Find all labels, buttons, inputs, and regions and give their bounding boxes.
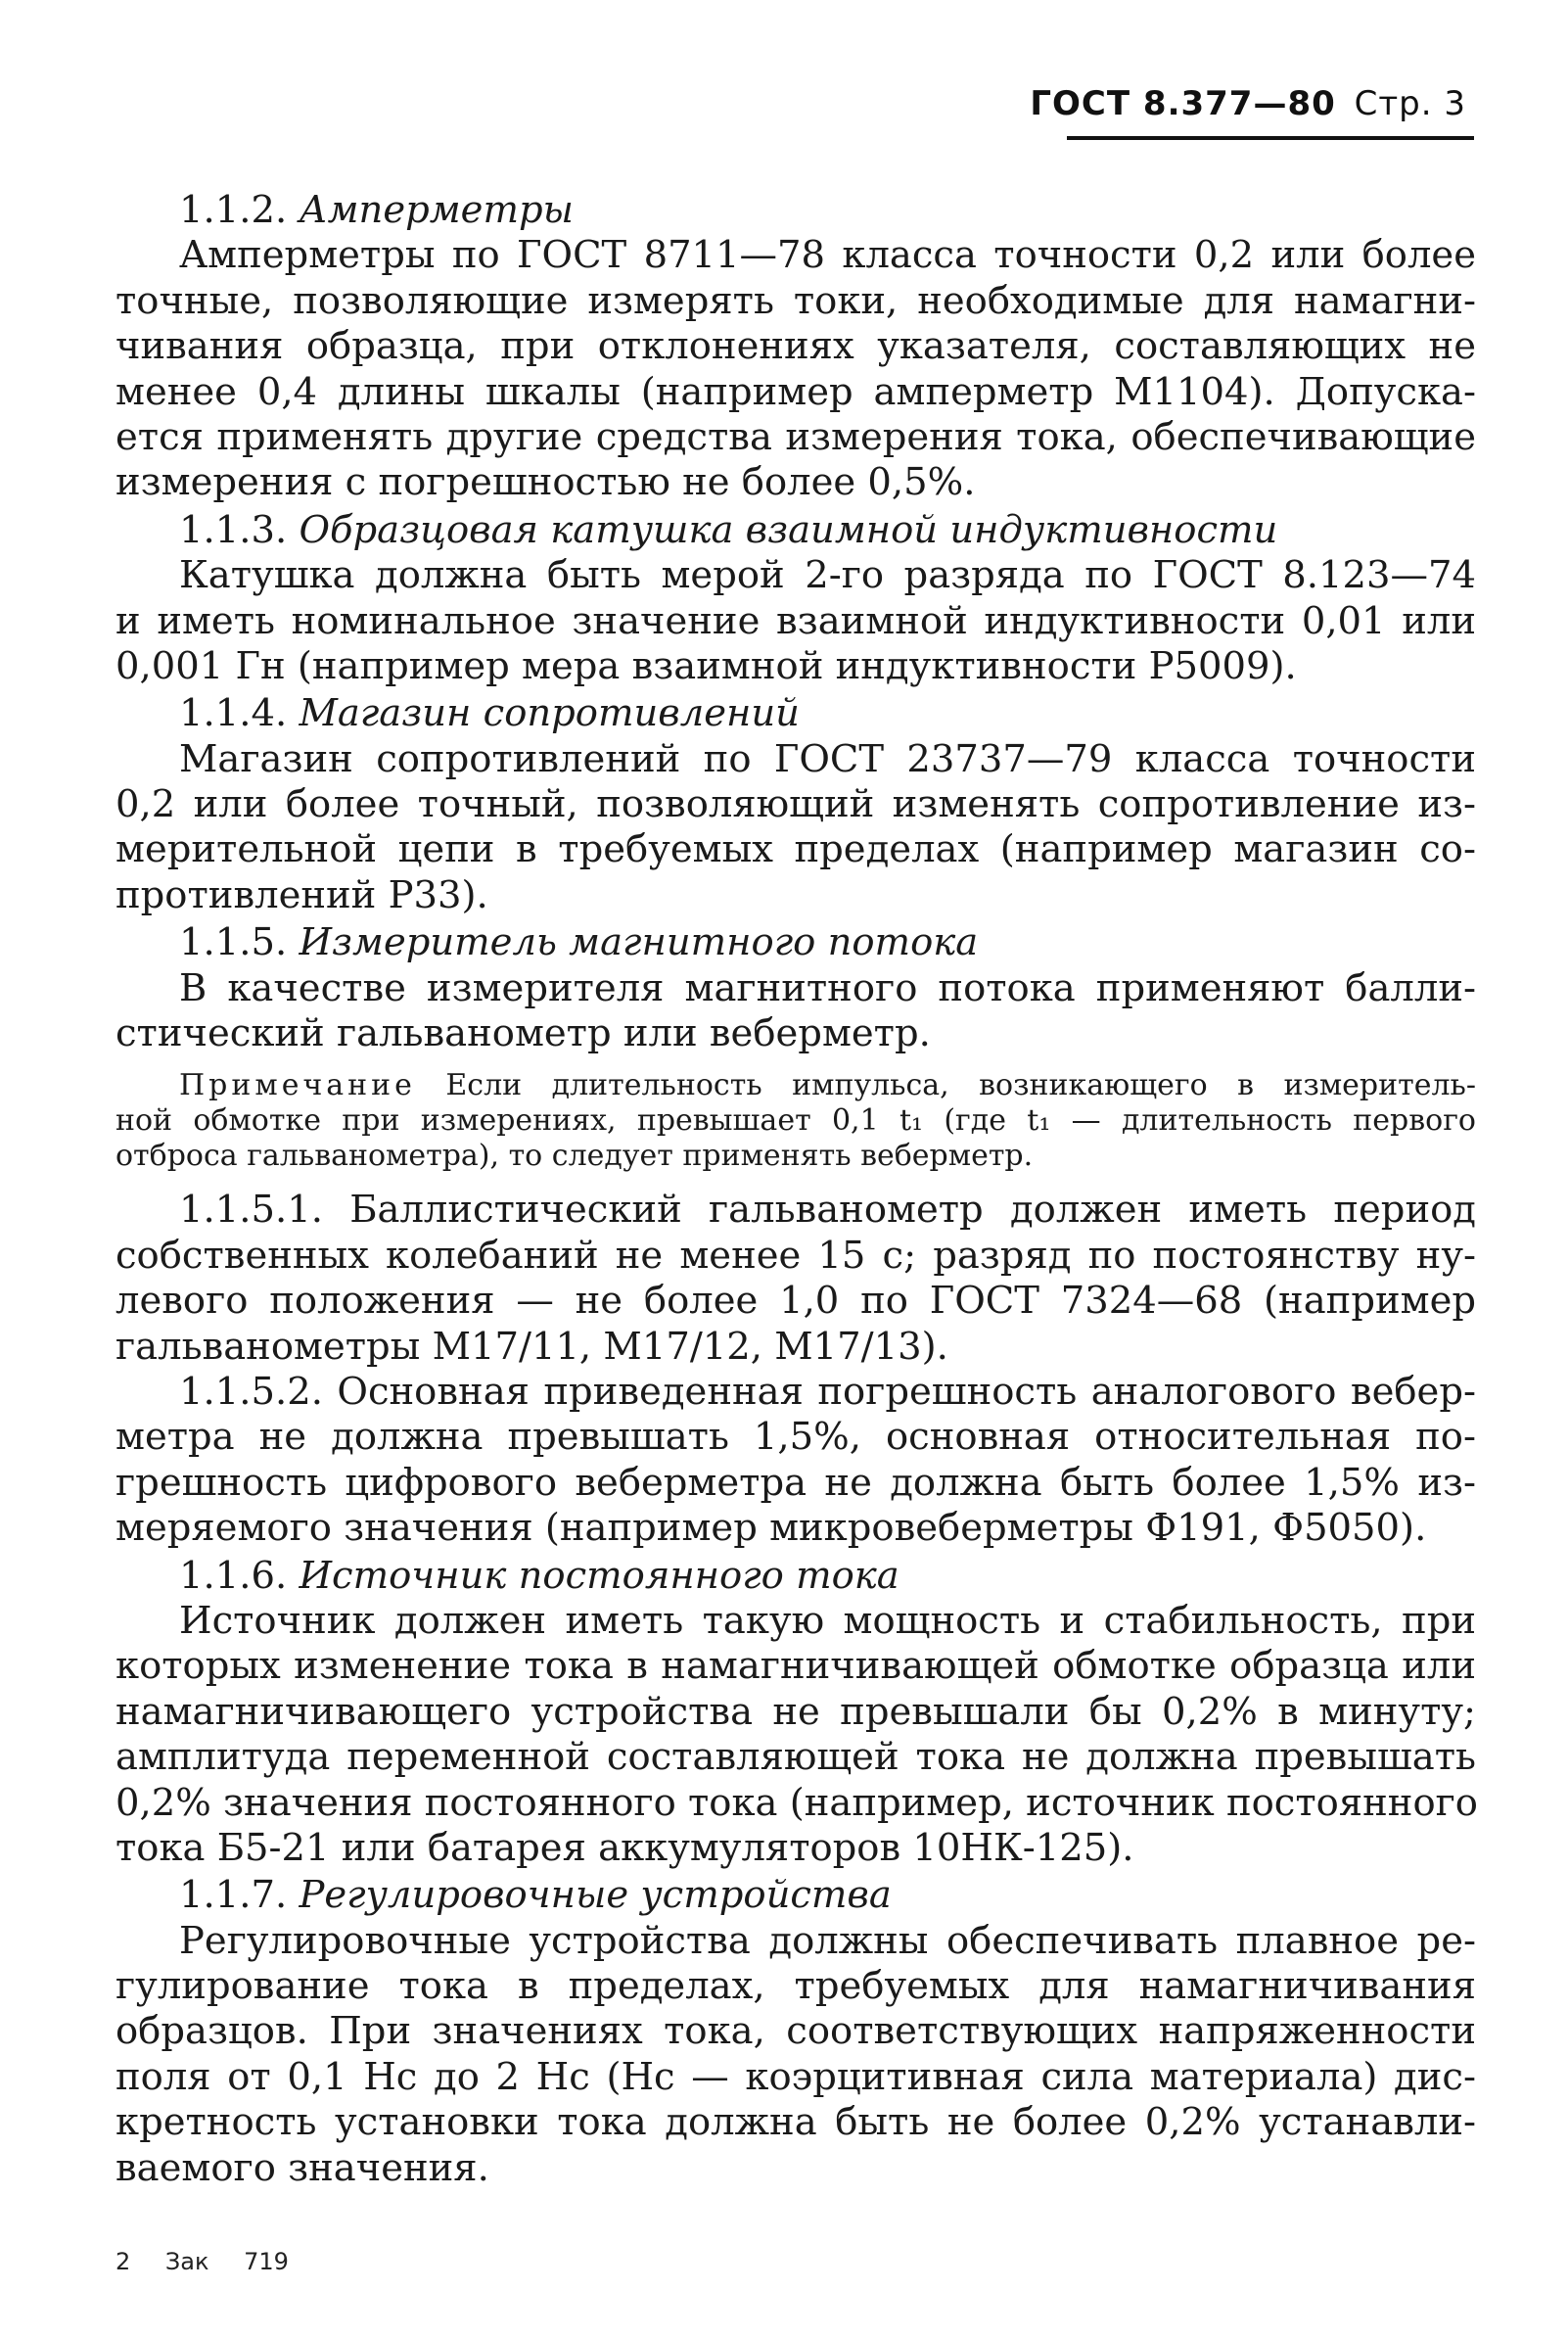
text-line: мерительной цепи в требуемых пределах (например магазин со- <box>115 827 1476 872</box>
section-heading: 1.1.4. Магазин сопротивлений <box>179 691 800 736</box>
text-line: собственных колебаний не менее 15 с; разряд по постоянству ну- <box>115 1233 1476 1278</box>
text-line: Регулировочные устройства должны обеспечивать плавное ре- <box>179 1918 1476 1963</box>
text-line: чивания образца, при отклонениях указателя, составляющих не <box>115 324 1476 369</box>
text-line: измерения с погрешностью не более 0,5%. <box>115 460 976 505</box>
note-label: Примечание <box>179 1068 416 1103</box>
text-line: грешность цифрового веберметра не должна быть более 1,5% из- <box>115 1460 1476 1505</box>
header-rule <box>1067 136 1474 140</box>
text-line: 1.1.5.2. Основная приведенная погрешность аналогового вебер- <box>179 1369 1476 1414</box>
text-line: 0,001 Гн (например мера взаимной индуктивности Р5009). <box>115 643 1297 688</box>
text-line: кретность установки тока должна быть не более 0,2% устанавли- <box>115 2100 1476 2145</box>
text-line: менее 0,4 длины шкалы (например амперметр М1104). Допуска- <box>115 369 1476 414</box>
footer-order: Зак 719 <box>164 2248 289 2275</box>
text-line: Источник должен иметь такую мощность и стабильность, при <box>179 1598 1476 1643</box>
text-line: 1.1.5.1. Баллистический гальванометр должен иметь период <box>179 1188 1476 1233</box>
page-footer <box>115 2248 289 2275</box>
document-body <box>115 186 1476 2191</box>
text-line: ваемого значения. <box>115 2145 489 2190</box>
text-line: 0,2% значения постоянного тока (например, источник постоянного <box>115 1780 1478 1825</box>
text-line: Амперметры по ГОСТ 8711—78 класса точности 0,2 или более <box>179 233 1476 278</box>
document-number: ГОСТ 8.377—80 <box>1030 84 1336 123</box>
text-line: В качестве измерителя магнитного потока применяют балли- <box>179 965 1476 1010</box>
text-line: намагничивающего устройства не превышали бы 0,2% в минуту; <box>115 1689 1476 1734</box>
text-line: ется применять другие средства измерения тока, обеспечивающие <box>115 414 1476 459</box>
text-line: гулирование тока в пределах, требуемых для намагничивания <box>115 1964 1476 2009</box>
text-line: левого положения — не более 1,0 по ГОСТ 7324—68 (например <box>115 1279 1476 1324</box>
footer-page-number: 2 <box>115 2248 131 2275</box>
text-line: амплитуда переменной составляющей тока не должна превышать <box>115 1735 1476 1780</box>
text-line: тока Б5-21 или батарея аккумуляторов 10НК-125). <box>115 1825 1134 1870</box>
text-line: метра не должна превышать 1,5%, основная относительная по- <box>115 1415 1476 1460</box>
text-line: которых изменение тока в намагничивающей обмотке образца или <box>115 1644 1476 1689</box>
text-line: меряемого значения (например микровеберметры Ф191, Ф5050). <box>115 1506 1427 1551</box>
text-line: Катушка должна быть мерой 2-го разряда по ГОСТ 8.123—74 <box>179 553 1476 598</box>
section-heading: 1.1.2. Амперметры <box>179 188 574 232</box>
text-line: поля от 0,1 Hc до 2 Hc (Hc — коэрцитивная сила материала) дис- <box>115 2054 1476 2099</box>
section-heading: 1.1.5. Измеритель магнитного потока <box>179 920 979 965</box>
text-line: гальванометры М17/11, М17/12, М17/13). <box>115 1324 948 1369</box>
page-header <box>1030 84 1466 123</box>
text-line: противлений Р33). <box>115 872 488 917</box>
text-line: образцов. При значениях тока, соответствующих напряженности <box>115 2009 1476 2054</box>
text-line: и иметь номинальное значение взаимной индуктивности 0,01 или <box>115 598 1476 643</box>
text-line: 0,2 или более точный, позволяющий изменять сопротивление из- <box>115 782 1476 827</box>
text-line: Магазин сопротивлений по ГОСТ 23737—79 класса точности <box>179 736 1476 781</box>
note-line: ной обмотке при измерениях, превышает 0,1 t₁ (где t₁ — длительность первого <box>115 1103 1476 1139</box>
section-heading: 1.1.3. Образцовая катушка взаимной индуктивности <box>179 507 1278 552</box>
text-line: точные, позволяющие измерять токи, необходимые для намагни- <box>115 278 1476 323</box>
page-label: Стр. 3 <box>1354 84 1466 123</box>
section-heading: 1.1.6. Источник постоянного тока <box>179 1553 899 1598</box>
text-line: стический гальванометр или веберметр. <box>115 1011 931 1056</box>
note-line: Примечание Если длительность импульса, возникающего в измеритель- <box>179 1068 1476 1103</box>
note-block <box>115 1068 1476 1174</box>
note-line: отброса гальванометра), то следует применять веберметр. <box>115 1139 1034 1174</box>
section-heading: 1.1.7. Регулировочные устройства <box>179 1873 892 1918</box>
